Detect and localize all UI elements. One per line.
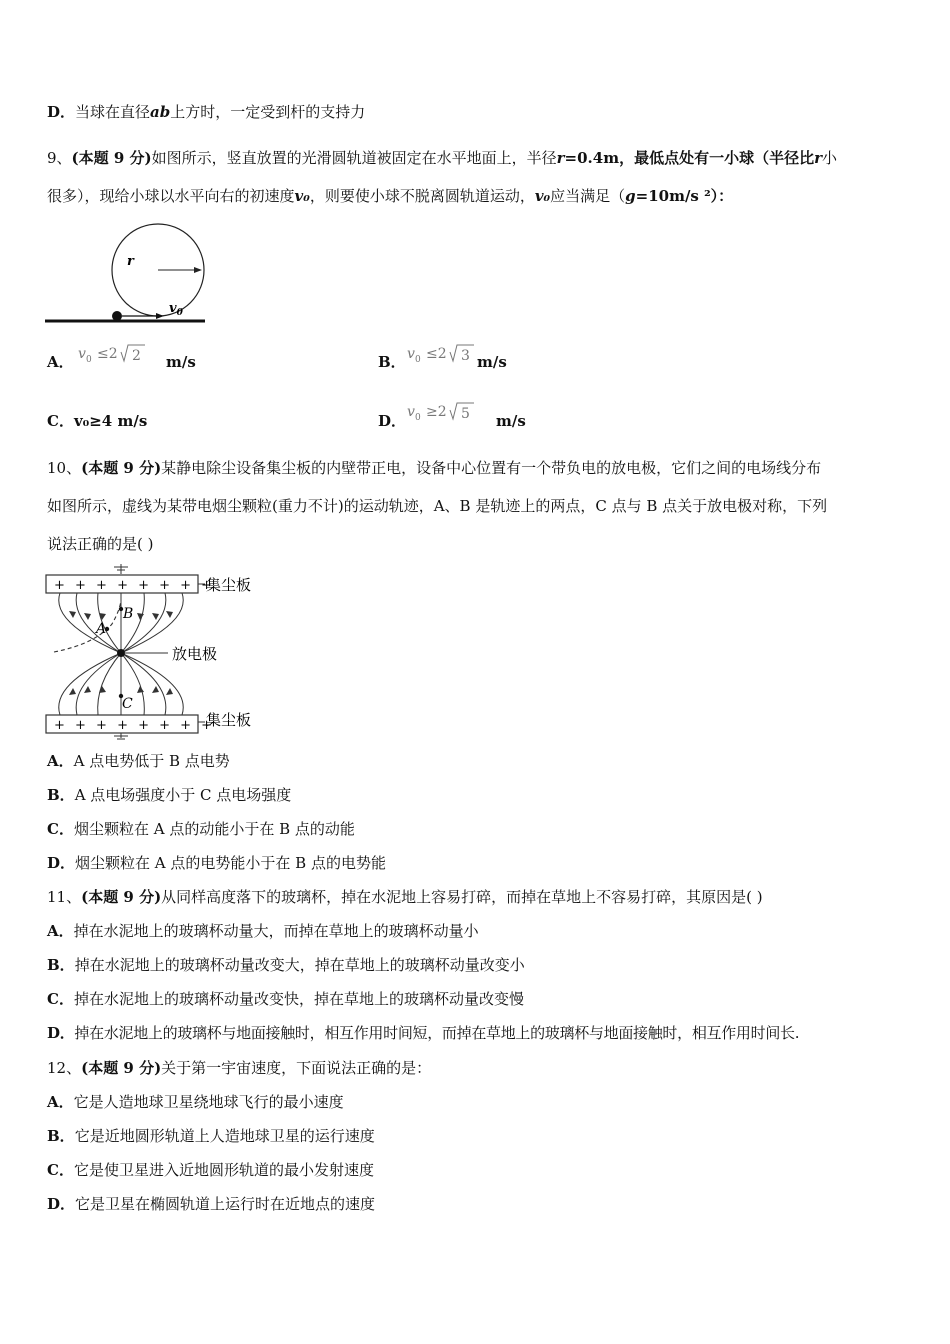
question-score: (本题 9 分) — [81, 459, 162, 477]
option-letter: A． — [47, 353, 74, 371]
option-letter: B． — [378, 353, 406, 371]
velocity-arrowhead — [156, 313, 164, 319]
q9-option-b-formula — [404, 340, 484, 370]
option-text: A 点电场强度小于 C 点电场强度 — [74, 786, 292, 804]
q11-stem — [47, 887, 763, 907]
stem-text: 如图所示，竖直放置的光滑圆轨道被固定在水平地面上，半径 — [151, 149, 557, 167]
label-a: A — [96, 621, 107, 637]
var-r: r — [814, 149, 822, 167]
option-letter: D． — [47, 103, 76, 121]
q9-option-a-unit: m/s — [166, 353, 196, 371]
option-text: 掉在水泥地上的玻璃杯与地面接触时，相互作用时间短，而掉在草地上的玻璃杯与地面接触时，相互作用时间长. — [74, 1024, 800, 1042]
q9-option-b — [378, 352, 406, 372]
stem-text: 某静电除尘设备集尘板的内壁带正电，设备中心位置有一个带负电的放电极，它们之间的电场线分布 — [161, 459, 822, 477]
label-b: B — [123, 606, 134, 622]
stem-text: 应当满足（ — [550, 187, 626, 205]
q8-option-d — [47, 102, 365, 122]
option-text: 烟尘颗粒在 A 点的动能小于在 B 点的动能 — [73, 820, 355, 838]
var-ab: ab — [150, 103, 171, 121]
v0-label: $v_0$ — [169, 301, 183, 318]
r-label: r — [127, 254, 134, 269]
q11-option-a — [47, 921, 479, 941]
label-discharge-electrode: 放电极 — [172, 645, 218, 663]
formula-sub: 0 — [86, 355, 92, 365]
option-letter: C． — [47, 990, 74, 1008]
q11-option-b — [47, 955, 525, 975]
option-letter: A． — [47, 922, 74, 940]
question-score: (本题 9 分) — [81, 1059, 162, 1077]
q12-option-c — [47, 1160, 374, 1180]
option-text: 它是人造地球卫星绕地球飞行的最小速度 — [73, 1093, 344, 1111]
var-g: g — [625, 187, 636, 205]
small-ball — [112, 311, 122, 321]
var-v0: v₀ — [534, 187, 551, 205]
option-letter: D． — [47, 1024, 75, 1042]
option-letter: B． — [47, 1127, 75, 1145]
option-text: A 点电势低于 B 点电势 — [73, 752, 230, 770]
question-number: 11、 — [47, 888, 82, 906]
label-top-plate: 集尘板 — [206, 576, 252, 594]
q9-stem-line2 — [47, 186, 733, 206]
option-letter: C． — [47, 820, 74, 838]
q11-option-c — [47, 989, 524, 1009]
option-text: 掉在水泥地上的玻璃杯动量改变大，掉在草地上的玻璃杯动量改变小 — [74, 956, 525, 974]
q9-option-a — [47, 352, 74, 372]
q10-electrostatic-precipitator-figure — [40, 562, 270, 740]
option-letter: B． — [47, 786, 75, 804]
formula-v: v — [407, 346, 415, 362]
stem-text: 很多），现给小球以水平向右的初速度 — [47, 187, 295, 205]
q9-option-a-formula — [75, 340, 155, 370]
option-text: 烟尘颗粒在 A 点的电势能小于在 B 点的电势能 — [75, 854, 386, 872]
option-letter: C． — [47, 1161, 74, 1179]
q9-stem-line1 — [47, 148, 837, 168]
formula-v: v — [78, 346, 86, 362]
q9-option-d — [378, 411, 406, 431]
q10-stem-line1 — [47, 458, 821, 478]
q10-option-a — [47, 751, 230, 771]
q12-option-a — [47, 1092, 344, 1112]
q10-option-d — [47, 853, 386, 873]
q9-circle-track-figure — [40, 222, 215, 332]
option-text-rest: 上方时，一定受到杆的支持力 — [170, 103, 366, 121]
q12-option-d — [47, 1194, 375, 1214]
formula-sub: 0 — [415, 355, 421, 365]
formula-radicand: 3 — [461, 348, 470, 364]
question-number: 12、 — [47, 1059, 82, 1077]
bottom-plate-charges: + + + + + + + + — [54, 718, 216, 733]
option-letter: C． — [47, 412, 74, 430]
q10-stem-line2: 如图所示，虚线为某带电烟尘颗粒(重力不计)的运动轨迹，A、B 是轨迹上的两点，C 点与 B 点关于放电极对称，下列 — [47, 497, 828, 515]
question-score: (本题 9 分) — [81, 888, 162, 906]
option-text: 掉在水泥地上的玻璃杯动量大，而掉在草地上的玻璃杯动量小 — [73, 922, 479, 940]
q9-option-d-unit: m/s — [496, 412, 526, 430]
stem-text: =0.4m，最低点处有一小球（半径比 — [564, 149, 815, 167]
option-letter: A． — [47, 1093, 74, 1111]
option-text: 掉在水泥地上的玻璃杯动量改变快，掉在草地上的玻璃杯动量改变慢 — [73, 990, 524, 1008]
option-text: 它是使卫星进入近地圆形轨道的最小发射速度 — [73, 1161, 374, 1179]
stem-text: 关于第一宇宙速度，下面说法正确的是： — [161, 1059, 432, 1077]
option-letter: D． — [47, 1195, 76, 1213]
top-plate-charges: + + + + + + + + — [54, 578, 216, 593]
radius-arrowhead — [194, 267, 202, 273]
option-letter: D． — [47, 854, 76, 872]
label-c: C — [122, 696, 133, 712]
formula-radicand: 5 — [461, 406, 470, 422]
stem-text: ，则要使小球不脱离圆轨道运动， — [309, 187, 535, 205]
option-text: 当球在直径 — [75, 103, 151, 121]
formula-sub: 0 — [415, 413, 421, 423]
question-score: (本题 9 分) — [71, 149, 152, 167]
q9-option-b-unit: m/s — [477, 353, 507, 371]
formula-v: v — [407, 404, 415, 420]
option-letter: B． — [47, 956, 75, 974]
formula-radicand: 2 — [132, 348, 141, 364]
var-v0: v₀ — [294, 187, 310, 205]
formula-rel: ≤2 — [97, 346, 118, 362]
var-r: r — [556, 149, 565, 167]
q12-stem — [47, 1058, 431, 1078]
q10-option-b — [47, 785, 291, 805]
question-number: 10、 — [47, 459, 82, 477]
option-letter: A． — [47, 752, 74, 770]
q11-option-d — [47, 1023, 799, 1043]
stem-text: 从同样高度落下的玻璃杯，掉在水泥地上容易打碎，而掉在草地上不容易打碎，其原因是( ) — [161, 888, 763, 906]
question-number: 9、 — [47, 149, 72, 167]
option-text: 它是卫星在椭圆轨道上运行时在近地点的速度 — [75, 1195, 376, 1213]
option-text: 它是近地圆形轨道上人造地球卫星的运行速度 — [74, 1127, 375, 1145]
option-letter: D． — [378, 412, 407, 430]
q9-option-d-formula — [404, 398, 484, 428]
formula-rel: ≤2 — [426, 346, 447, 362]
discharge-electrode — [117, 649, 125, 657]
label-bottom-plate: 集尘板 — [206, 711, 252, 729]
formula-rel: ≥2 — [426, 404, 447, 420]
q12-option-b — [47, 1126, 375, 1146]
q10-stem-line3: 说法正确的是( ) — [47, 535, 154, 553]
stem-text: 小 — [822, 149, 838, 167]
stem-text: =10m/s ²）： — [635, 187, 734, 205]
q9-option-c — [47, 411, 147, 431]
q10-option-c — [47, 819, 355, 839]
option-text: v₀≥4 m/s — [73, 412, 148, 430]
